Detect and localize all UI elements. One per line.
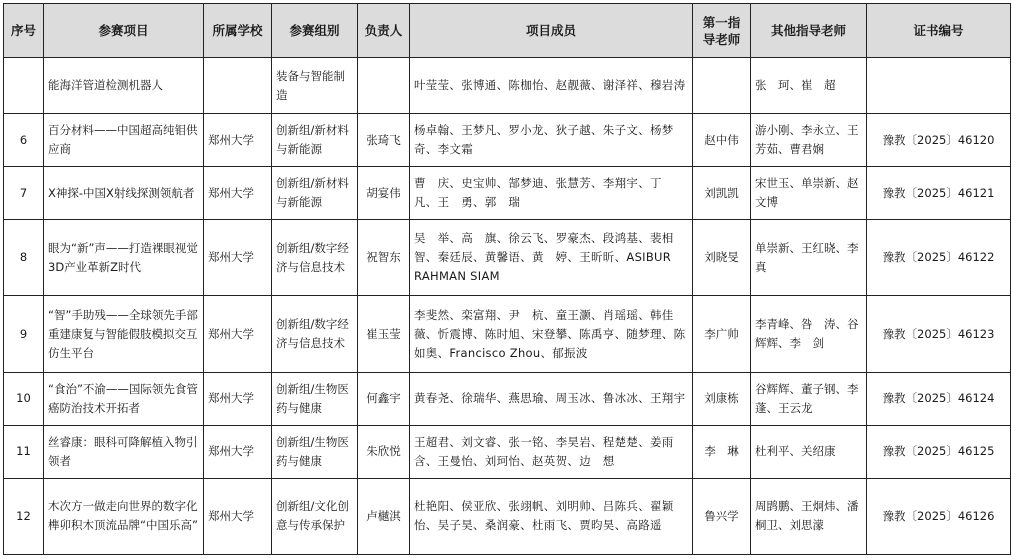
- table-row: [4, 220, 1011, 296]
- cell-group: 创新组/数字经济与信息技术: [272, 220, 358, 296]
- header-cell-first-advisor: 第一指导老师: [693, 4, 751, 58]
- cell-group: 创新组/生物医药与健康: [272, 425, 358, 478]
- cell-members: 杜艳阳、侯亚欣、张翊帆、刘明帅、吕陈兵、翟颖怡、吴子昊、桑润豪、杜雨飞、贾昀昊、高路遥: [410, 478, 693, 554]
- cell-members: 吴 举、高 旗、徐云飞、罗豪杰、段鸿基、裴相智、秦廷辰、黄馨语、黄 婷、王昕昕、ASIBUR RAHMAN SIAM: [410, 220, 693, 296]
- cell-school: 郑州大学: [204, 425, 272, 478]
- header-cell-members: 项目成员: [410, 4, 693, 58]
- cell-leader: 崔玉莹: [358, 296, 410, 372]
- cell-first-advisor: 李 琳: [693, 425, 751, 478]
- cell-first-advisor: 李广帅: [693, 296, 751, 372]
- cell-group: 创新组/数字经济与信息技术: [272, 296, 358, 372]
- cell-project: 能海洋管道检测机器人: [44, 58, 204, 114]
- cell-school: [204, 58, 272, 114]
- cell-leader: 何鑫宇: [358, 372, 410, 425]
- cell-school: 郑州大学: [204, 167, 272, 220]
- header-cell-project: 参赛项目: [44, 4, 204, 58]
- cell-members: 王超君、刘文睿、张一铭、李昊岩、程楚楚、姜雨含、王曼怡、刘珂怡、赵英贺、边 想: [410, 425, 693, 478]
- cell-group: 创新组/文化创意与传承保护: [272, 478, 358, 554]
- cell-other-advisors: 杜利平、关绍康: [751, 425, 867, 478]
- cell-no: 8: [4, 220, 44, 296]
- header-cell-leader: 负责人: [358, 4, 410, 58]
- cell-members: 曹 庆、史宝帅、郜梦迪、张慧芳、李翔宇、丁 凡、王 勇、郭 瑞: [410, 167, 693, 220]
- cell-no: 11: [4, 425, 44, 478]
- cell-leader: 胡宴伟: [358, 167, 410, 220]
- table-row: [4, 296, 1011, 372]
- cell-first-advisor: 刘凯凯: [693, 167, 751, 220]
- cell-project: “食治”不渝——国际领先食管癌防治技术开拓者: [44, 372, 204, 425]
- table-row: [4, 58, 1011, 114]
- header-cell-school: 所属学校: [204, 4, 272, 58]
- header-cell-other-advisors: 其他指导老师: [751, 4, 867, 58]
- cell-no: 6: [4, 114, 44, 167]
- cell-group: 装备与智能制造: [272, 58, 358, 114]
- cell-school: 郑州大学: [204, 114, 272, 167]
- cell-leader: [358, 58, 410, 114]
- cell-no: 12: [4, 478, 44, 554]
- cell-cert: 豫教〔2025〕46126: [867, 478, 1011, 554]
- table-row: [4, 478, 1011, 554]
- cell-other-advisors: 宋世玉、单崇新、赵文博: [751, 167, 867, 220]
- cell-no: [4, 58, 44, 114]
- cell-project: “智”手助残——全球领先手部重建康复与智能假肢模拟交互仿生平台: [44, 296, 204, 372]
- header-cell-group: 参赛组别: [272, 4, 358, 58]
- cell-project: X神探-中国X射线探测领航者: [44, 167, 204, 220]
- cell-no: 9: [4, 296, 44, 372]
- cell-members: 叶莹莹、张博通、陈枷怡、赵靓薇、谢泽祥、穆岩涛: [410, 58, 693, 114]
- award-table: [3, 3, 1011, 555]
- cell-other-advisors: 谷辉辉、董子钢、李 蓬、王云龙: [751, 372, 867, 425]
- cell-members: 李斐然、栾富翔、尹 杭、童王灏、肖瑶瑶、韩佳薇、忻震博、陈时旭、宋登攀、陈禹亨、随梦理、陈如奥、Francisco Zhou、郁振波: [410, 296, 693, 372]
- cell-school: 郑州大学: [204, 296, 272, 372]
- cell-leader: 朱欣悦: [358, 425, 410, 478]
- cell-other-advisors: 李青峰、咎 涛、谷辉辉、李 剑: [751, 296, 867, 372]
- cell-leader: 祝智东: [358, 220, 410, 296]
- cell-school: 郑州大学: [204, 478, 272, 554]
- cell-other-advisors: 张 珂、崔 超: [751, 58, 867, 114]
- cell-first-advisor: [693, 58, 751, 114]
- cell-cert: 豫教〔2025〕46124: [867, 372, 1011, 425]
- cell-cert: 豫教〔2025〕46125: [867, 425, 1011, 478]
- cell-members: 黄春尧、徐瑞华、燕思瑜、周玉冰、鲁冰冰、王翔宇: [410, 372, 693, 425]
- cell-project: 木次方一做走向世界的数字化榫卯积木顶流品牌“中国乐高”: [44, 478, 204, 554]
- table-header-row: [4, 4, 1011, 58]
- cell-group: 创新组/新材料与新能源: [272, 167, 358, 220]
- cell-no: 10: [4, 372, 44, 425]
- table-row: [4, 372, 1011, 425]
- cell-other-advisors: 周鹍鹏、王炯炜、潘桐卫、刘思濛: [751, 478, 867, 554]
- cell-cert: 豫教〔2025〕46120: [867, 114, 1011, 167]
- table-row: [4, 167, 1011, 220]
- cell-project: 丝睿康：眼科可降解植入物引领者: [44, 425, 204, 478]
- cell-other-advisors: 单崇新、王红晓、李 真: [751, 220, 867, 296]
- cell-cert: 豫教〔2025〕46121: [867, 167, 1011, 220]
- cell-members: 杨卓翰、王梦凡、罗小龙、狄子越、朱子文、杨梦奇、李文霜: [410, 114, 693, 167]
- cell-first-advisor: 刘康栋: [693, 372, 751, 425]
- cell-other-advisors: 游小刚、李永立、王芳茹、曹君娴: [751, 114, 867, 167]
- cell-project: 百分材料——中国超高纯钼供应商: [44, 114, 204, 167]
- cell-cert: 豫教〔2025〕46123: [867, 296, 1011, 372]
- cell-leader: 张琦飞: [358, 114, 410, 167]
- cell-cert: 豫教〔2025〕46122: [867, 220, 1011, 296]
- table-row: [4, 114, 1011, 167]
- header-cell-cert: 证书编号: [867, 4, 1011, 58]
- cell-group: 创新组/新材料与新能源: [272, 114, 358, 167]
- cell-no: 7: [4, 167, 44, 220]
- table-row: [4, 425, 1011, 478]
- cell-project: 眼为“新”声——打造裸眼视觉3D产业革新Z时代: [44, 220, 204, 296]
- cell-school: 郑州大学: [204, 372, 272, 425]
- cell-cert: [867, 58, 1011, 114]
- cell-first-advisor: 赵中伟: [693, 114, 751, 167]
- header-cell-no: 序号: [4, 4, 44, 58]
- cell-school: 郑州大学: [204, 220, 272, 296]
- cell-first-advisor: 鲁兴学: [693, 478, 751, 554]
- cell-leader: 卢樾淇: [358, 478, 410, 554]
- cell-first-advisor: 刘晓旻: [693, 220, 751, 296]
- cell-group: 创新组/生物医药与健康: [272, 372, 358, 425]
